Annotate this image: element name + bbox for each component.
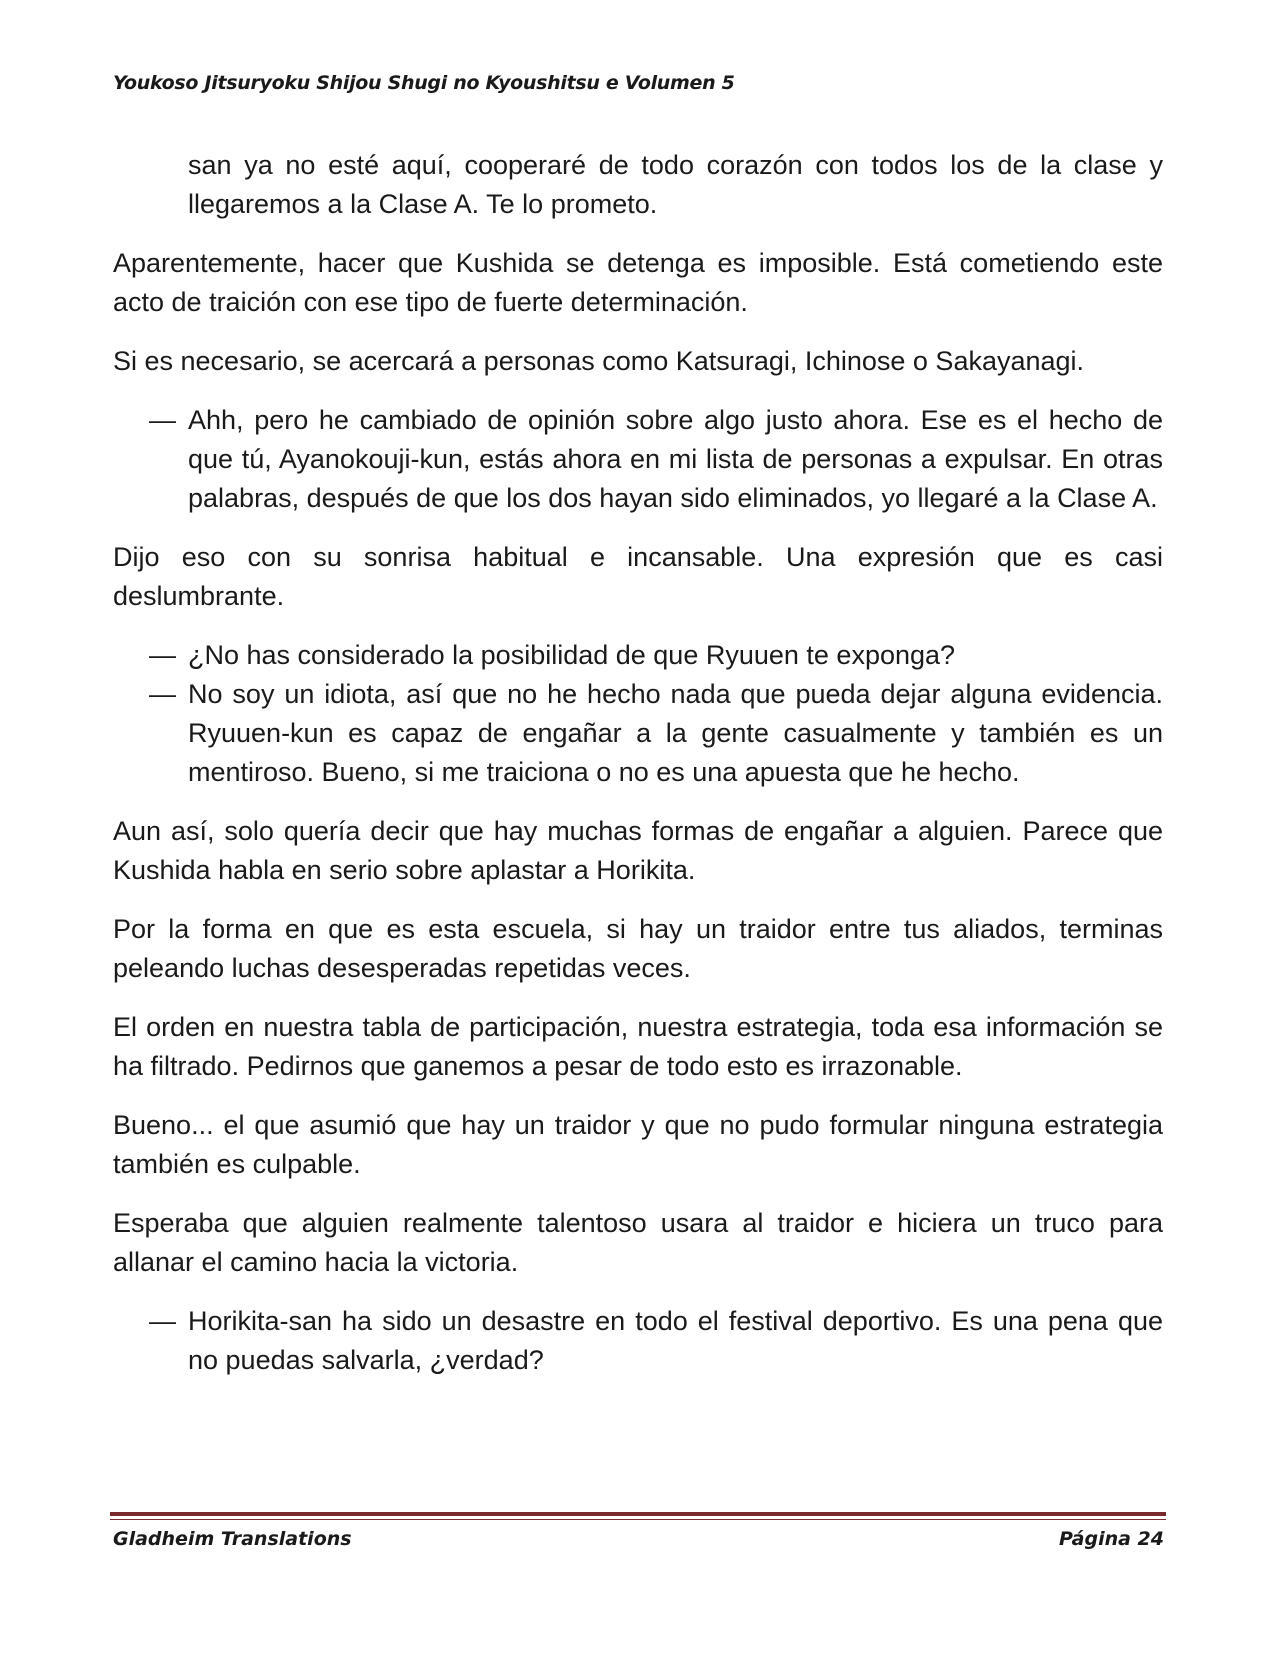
dialogue-line	[149, 1302, 1163, 1380]
em-dash: —	[149, 1306, 176, 1336]
dialogue-line	[149, 636, 1163, 675]
dialogue-continuation	[188, 146, 1163, 224]
paragraph: Por la forma en que es esta escuela, si hay un traidor entre tus aliados, terminas peleando luchas desesperadas repetidas veces.	[113, 914, 1163, 983]
paragraph-text: san ya no esté aquí, cooperaré de todo corazón con todos los de la clase y llegaremos a la Clase A. Te lo prometo.	[188, 150, 1163, 219]
footer-divider-thin	[110, 1519, 1166, 1520]
footer-page-number: Página 24	[1058, 1528, 1164, 1550]
dialogue-text: ¿No has considerado la posibilidad de que Ryuuen te exponga?	[188, 640, 956, 670]
dialogue-line	[149, 401, 1163, 518]
dialogue-text: No soy un idiota, así que no he hecho nada que pueda dejar alguna evidencia. Ryuuen-kun es capaz de engañar a la gente casualmente y también es un mentiroso. Bueno, si me traiciona o no es una apuesta que he hecho.	[188, 679, 1163, 787]
page-body	[113, 146, 1163, 1400]
em-dash: —	[149, 640, 176, 670]
footer-divider-thick	[110, 1512, 1166, 1516]
paragraph: Aun así, solo quería decir que hay muchas formas de engañar a alguien. Parece que Kushida habla en serio sobre aplastar a Horikita.	[113, 816, 1163, 885]
footer-publisher: Gladheim Translations	[113, 1528, 352, 1550]
em-dash: —	[149, 405, 176, 435]
paragraph: Dijo eso con su sonrisa habitual e incansable. Una expresión que es casi deslumbrante.	[113, 542, 1163, 611]
paragraph: Bueno... el que asumió que hay un traidor y que no pudo formular ninguna estrategia también es culpable.	[113, 1110, 1163, 1179]
paragraph: El orden en nuestra tabla de participación, nuestra estrategia, toda esa información se ha filtrado. Pedirnos que ganemos a pesar de todo esto es irrazonable.	[113, 1012, 1163, 1081]
dialogue-text: Ahh, pero he cambiado de opinión sobre algo justo ahora. Ese es el hecho de que tú, Ayanokouji-kun, estás ahora en mi lista de personas a expulsar. En otras palabras, después de que los dos hayan sido eliminados, yo llegaré a la Clase A.	[188, 405, 1163, 513]
paragraph: Aparentemente, hacer que Kushida se detenga es imposible. Está cometiendo este acto de traición con ese tipo de fuerte determinación.	[113, 248, 1163, 317]
dialogue-line	[149, 675, 1163, 792]
paragraph: Esperaba que alguien realmente talentoso usara al traidor e hiciera un truco para allanar el camino hacia la victoria.	[113, 1208, 1163, 1277]
running-header: Youkoso Jitsuryoku Shijou Shugi no Kyoushitsu e Volumen 5	[113, 72, 735, 94]
paragraph: Si es necesario, se acercará a personas como Katsuragi, Ichinose o Sakayanagi.	[113, 346, 1085, 376]
em-dash: —	[149, 679, 176, 709]
dialogue-text: Horikita-san ha sido un desastre en todo el festival deportivo. Es una pena que no puedas salvarla, ¿verdad?	[188, 1306, 1163, 1375]
